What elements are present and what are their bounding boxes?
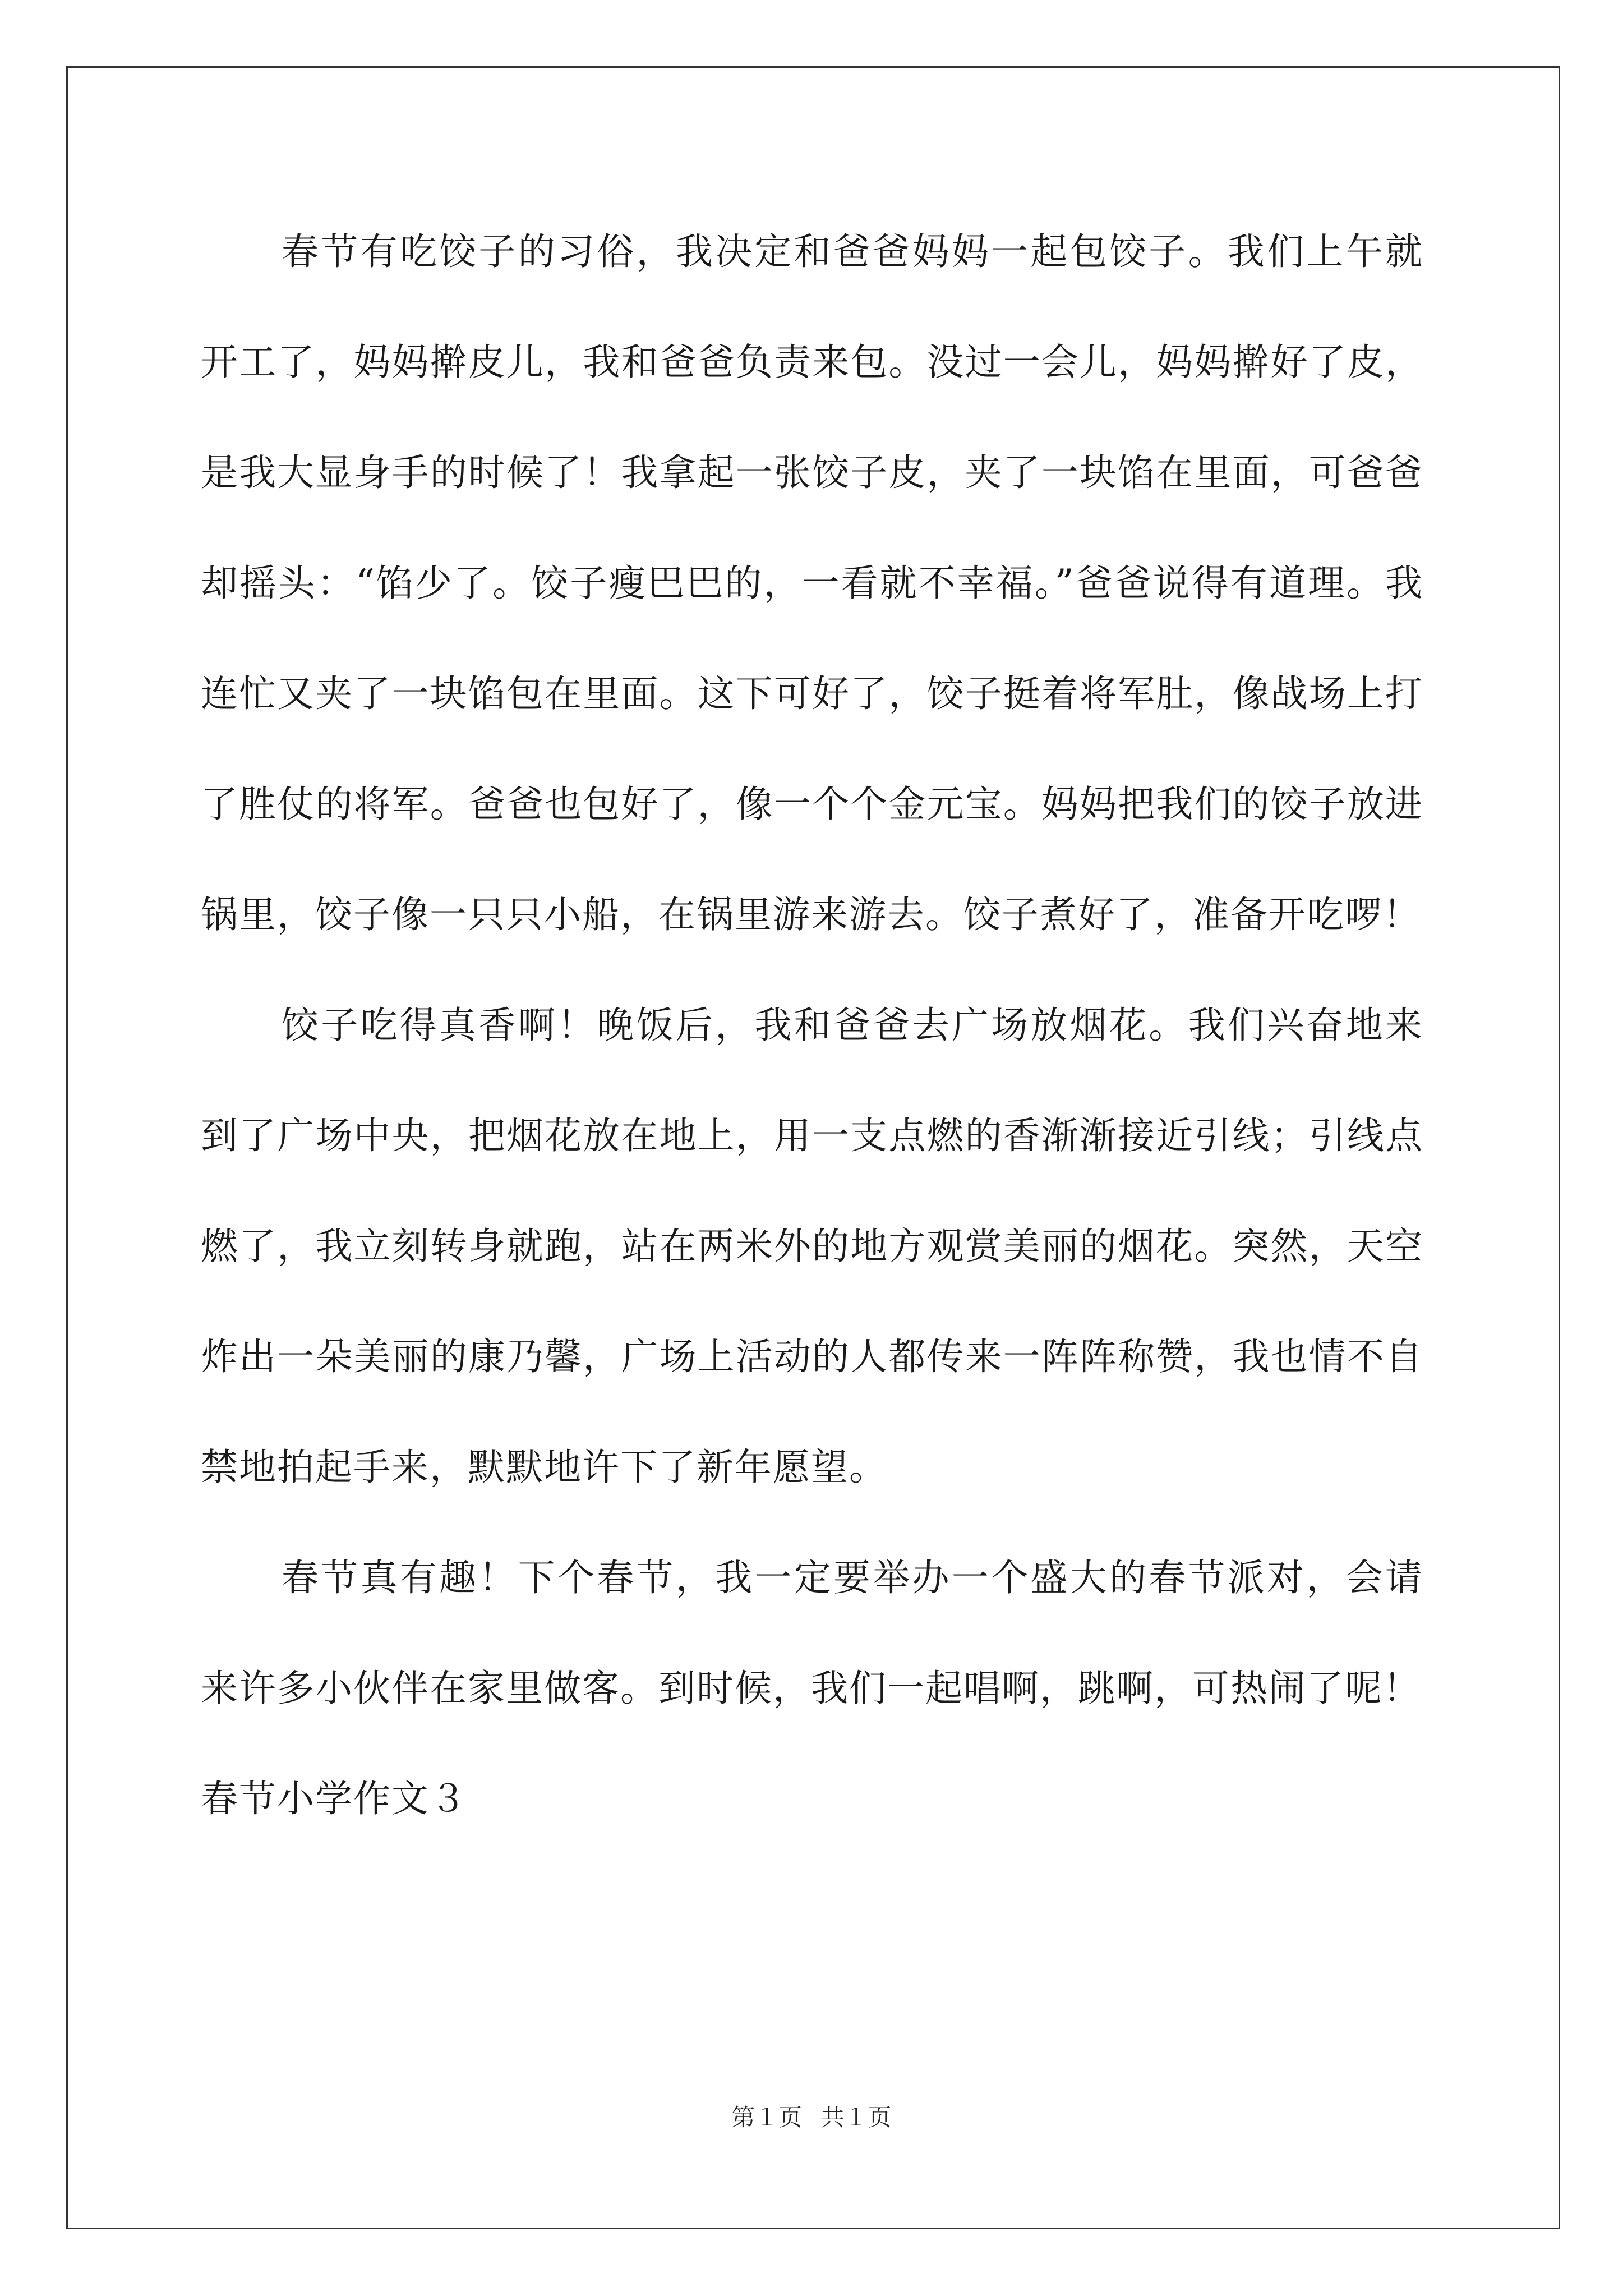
document-body bbox=[201, 196, 1423, 1854]
page-number: 第１页 bbox=[731, 2104, 803, 2131]
page-footer bbox=[0, 2101, 1623, 2134]
paragraph-party: 春节真有趣！下个春节，我一定要举办一个盛大的春节派对，会请来许多小伙伴在家里做客。到时候，我们一起唱啊，跳啊，可热闹了呢！ bbox=[201, 1556, 1423, 1710]
section-heading: 春节小学作文３ bbox=[201, 1777, 468, 1820]
paragraph-fireworks: 饺子吃得真香啊！晚饭后，我和爸爸去广场放烟花。我们兴奋地来到了广场中央，把烟花放在地上，用一支点燃的香渐渐接近引线；引线点燃了，我立刻转身就跑，站在两米外的地方观赏美丽的烟花。突然，天空炸出一朵美丽的康乃馨，广场上活动的人都传来一阵阵称赞，我也情不自禁地拍起手来，默默地许下了新年愿望。 bbox=[201, 1004, 1423, 1489]
paragraph-dumplings: 春节有吃饺子的习俗，我决定和爸爸妈妈一起包饺子。我们上午就开工了，妈妈擀皮儿，我和爸爸负责来包。没过一会儿，妈妈擀好了皮，是我大显身手的时候了！我拿起一张饺子皮，夹了一块馅在里面，可爸爸却摇头：“馅少了。饺子瘦巴巴的，一看就不幸福。”爸爸说得有道理。我连忙又夹了一块馅包在里面。这下可好了，饺子挺着将军肚，像战场上打了胜仗的将军。爸爸也包好了，像一个个金元宝。妈妈把我们的饺子放进锅里，饺子像一只只小船，在锅里游来游去。饺子煮好了，准备开吃啰！ bbox=[201, 230, 1423, 936]
page-total: 共１页 bbox=[820, 2104, 892, 2131]
